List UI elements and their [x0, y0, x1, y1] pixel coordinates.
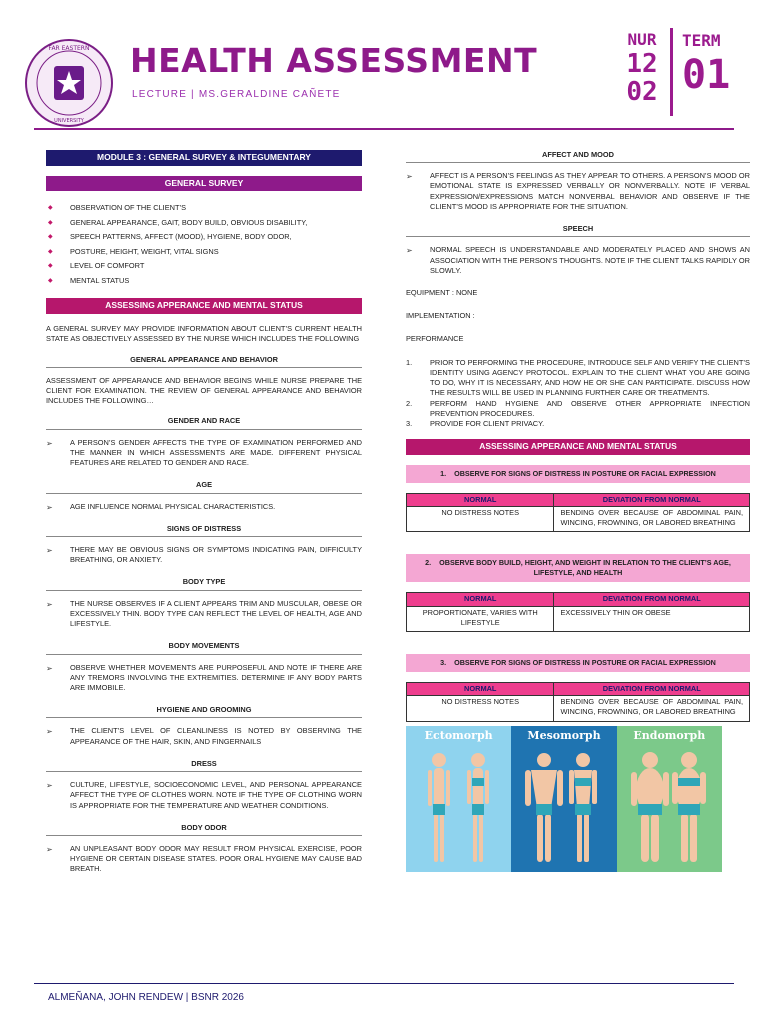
section-heading: HYGIENE AND GROOMING	[46, 705, 362, 718]
observation-title: OBSERVE BODY BUILD, HEIGHT, AND WEIGHT IN RELATION TO THE CLIENT’S AGE, LIFESTYLE, AND HEALTH	[439, 558, 731, 578]
column-header-deviation: DEVIATION FROM NORMAL	[554, 682, 750, 695]
step-number: 2.	[406, 398, 413, 408]
section-heading: AGE	[46, 480, 362, 493]
course-code: NUR	[627, 30, 657, 49]
table-row	[407, 507, 750, 532]
arrow-item: ➢ THE CLIENT’S LEVEL OF CLEANLINESS IS NOTED BY OBSERVING THE APPEARANCE OF THE HAIR, SKIN, AND FINGERNAILS	[46, 726, 362, 746]
step-text: PRIOR TO PERFORMING THE PROCEDURE, INTRODUCE SELF AND VERIFY THE CLIENT’S IDENTITY USING AGENCY PROTOCOL. EXPLAIN TO THE CLIENT WHAT YOU ARE GOING TO DO, WHY IT IS NECESSARY, AND HOW HE OR SHE CAN PARTICIPATE. DISCUSS HOW THE RESULTS WILL BE USED IN PLANNING FURTHER CARE OR TREATMENTS.	[430, 357, 750, 398]
procedure-steps	[406, 358, 750, 430]
arrow-item: ➢ THE NURSE OBSERVES IF A CLIENT APPEARS TRIM AND MUSCULAR, OBESE OR EXCESSIVELY THIN. BODY TYPE CAN REFLECT THE LEVEL OF HEALTH, AGE AND LIFESTYLE.	[46, 599, 362, 630]
assessing-bar-right: ASSESSING APPERANCE AND MENTAL STATUS	[406, 439, 750, 455]
step-number: 3.	[406, 418, 413, 428]
assessing-bar-left: ASSESSING APPERANCE AND MENTAL STATUS	[46, 298, 362, 314]
term-label: TERM	[682, 31, 721, 50]
section-heading: BODY TYPE	[46, 577, 362, 590]
arrow-item: ➢ AFFECT IS A PERSON’S FEELINGS AS THEY APPEAR TO OTHERS. A PERSON’S MOOD OR EMOTIONAL STATE IS EXPRESSED VERBALLY OR NONVERBALLY. NOTE IF VERBAL EXPRESSION/EXPRESSIONS MATCH NONVERBAL BEHAVIOR AND OBSERVE IF THE CLIENT’S MOOD IS APPROPRIATE FOR THE SITUATION.	[406, 171, 750, 212]
list-item: ◆ OBSERVATION OF THE CLIENT’S	[46, 201, 362, 216]
list-item: ◆ POSTURE, HEIGHT, WEIGHT, VITAL SIGNS	[46, 245, 362, 260]
performance-line: PERFORMANCE	[406, 334, 464, 344]
deviation-cell: BENDING OVER BECAUSE OF ABDOMINAL PAIN, WINCING, FROWNING, OR LABORED BREATHING	[554, 507, 750, 532]
arrow-item: ➢ NORMAL SPEECH IS UNDERSTANDABLE AND MODERATELY PLACED AND SHOWS AN ASSOCIATION WITH THE PERSON’S THOUGHTS. NOTE IF THE CLIENT TALKS RAPIDLY OR SLOWLY.	[406, 245, 750, 276]
column-header-normal: NORMAL	[407, 593, 554, 606]
normal-cell: PROPORTIONATE, VARIES WITH LIFESTYLE	[407, 606, 554, 631]
term-number: 01	[682, 52, 731, 98]
implementation-line: IMPLEMENTATION :	[406, 311, 475, 321]
normal-cell: NO DISTRESS NOTES	[407, 507, 554, 532]
arrow-item: ➢ CULTURE, LIFESTYLE, SOCIOECONOMIC LEVEL, AND PERSONAL APPEARANCE AFFECT THE TYPE OF CLOTHES WORN. NOTE IF THE TYPE OF CLOTHING WORN IS APPROPRIATE FOR THE TEMPERATURE AND WEATHER CONDITIONS.	[46, 780, 362, 811]
column-header-deviation: DEVIATION FROM NORMAL	[554, 493, 750, 506]
body-type-ectomorph	[406, 726, 511, 872]
column-header-normal: NORMAL	[407, 682, 554, 695]
column-header-normal: NORMAL	[407, 493, 554, 506]
term-block	[682, 30, 730, 98]
university-seal-logo	[24, 38, 114, 128]
arrow-item: ➢ A PERSON’S GENDER AFFECTS THE TYPE OF EXAMINATION PERFORMED AND THE MANNER IN WHICH ASSESSMENTS ARE MADE. DIFFERENT PHYSICAL FEATURES ARE RELATED TO GENDER AND RACE.	[46, 438, 362, 469]
course-number-bottom: 02	[626, 77, 658, 107]
deviation-table	[406, 493, 750, 533]
course-code-block	[624, 30, 660, 106]
section-heading: BODY ODOR	[46, 823, 362, 836]
header-divider	[670, 28, 673, 116]
table-header-row	[407, 493, 750, 506]
observation-number: 1.	[440, 468, 447, 478]
observation-heading	[406, 465, 750, 483]
right-column	[406, 150, 750, 872]
body-type-label: Endomorph	[633, 728, 706, 742]
body-type-mesomorph	[511, 726, 616, 872]
deviation-table	[406, 682, 750, 722]
observation-heading	[406, 554, 750, 582]
list-item	[406, 419, 750, 429]
course-number-top: 12	[626, 49, 658, 79]
body-type-label: Mesomorph	[527, 728, 601, 742]
observation-title: OBSERVE FOR SIGNS OF DISTRESS IN POSTURE OR FACIAL EXPRESSION	[454, 468, 716, 478]
footer-rule	[34, 983, 734, 984]
page-header	[0, 0, 768, 132]
table-header-row	[407, 682, 750, 695]
observation-title: OBSERVE FOR SIGNS OF DISTRESS IN POSTURE OR FACIAL EXPRESSION	[454, 658, 716, 667]
column-header-deviation: DEVIATION FROM NORMAL	[554, 593, 750, 606]
list-item: ◆ MENTAL STATUS	[46, 274, 362, 289]
list-item	[406, 358, 750, 399]
arrow-item: ➢ THERE MAY BE OBVIOUS SIGNS OR SYMPTOMS INDICATING PAIN, DIFFICULTY BREATHING, OR ANXIETY.	[46, 545, 362, 565]
body-type-endomorph	[617, 726, 722, 872]
arrow-item: ➢ AGE INFLUENCE NORMAL PHYSICAL CHARACTERISTICS.	[46, 502, 362, 512]
deviation-cell: BENDING OVER BECAUSE OF ABDOMINAL PAIN, WINCING, FROWNING, OR LABORED BREATHING	[554, 696, 750, 721]
general-survey-bar: GENERAL SURVEY	[46, 176, 362, 192]
deviation-cell: EXCESSIVELY THIN OR OBESE	[554, 606, 750, 631]
module-title-bar: MODULE 3 : GENERAL SURVEY & INTEGUMENTARY	[46, 150, 362, 166]
step-number: 1.	[406, 357, 413, 367]
body-type-label: Ectomorph	[424, 728, 493, 742]
list-item: ◆ GENERAL APPEARANCE, GAIT, BODY BUILD, OBVIOUS DISABILITY,	[46, 216, 362, 231]
header-rule	[34, 128, 734, 130]
observation-heading	[406, 654, 750, 672]
lecture-subtitle: LECTURE | MS.GERALDINE CAÑETE	[132, 89, 341, 100]
normal-cell: NO DISTRESS NOTES	[407, 696, 554, 721]
section-heading: AFFECT AND MOOD	[406, 150, 750, 163]
body-types-illustration	[406, 726, 722, 872]
mesomorph-figures-illustration	[511, 746, 616, 872]
section-paragraph: ASSESSMENT OF APPEARANCE AND BEHAVIOR BEGINS WHILE NURSE PREPARE THE CLIENT FOR EXAMINATION. THE REVIEW OF GENERAL APPEARANCE AND BEHAVIOR INCLUDES THE FOLLOWING…	[46, 375, 362, 406]
table-row	[407, 696, 750, 721]
section-heading: SPEECH	[406, 224, 750, 237]
table-row	[407, 606, 750, 631]
left-column	[46, 150, 362, 887]
section-heading: SIGNS OF DISTRESS	[46, 524, 362, 537]
equipment-line: EQUIPMENT : NONE	[406, 287, 478, 297]
survey-list	[46, 201, 362, 288]
section-heading: BODY MOVEMENTS	[46, 641, 362, 654]
step-text: PROVIDE FOR CLIENT PRIVACY.	[430, 418, 545, 428]
section-heading: GENERAL APPEARANCE AND BEHAVIOR	[46, 355, 362, 368]
list-item: ◆ SPEECH PATTERNS, AFFECT (MOOD), HYGIENE, BODY ODOR,	[46, 230, 362, 245]
arrow-item: ➢ AN UNPLEASANT BODY ODOR MAY RESULT FROM PHYSICAL EXERCISE, POOR HYGIENE OR CERTAIN DISEASE STATES. POOR ORAL HYGIENE MAY CAUSE BAD BREATH.	[46, 844, 362, 875]
table-header-row	[407, 593, 750, 606]
observation-number: 3.	[440, 658, 447, 667]
step-text: PERFORM HAND HYGIENE AND OBSERVE OTHER APPROPRIATE INFECTION PREVENTION PROCEDURES.	[430, 398, 750, 418]
list-item	[406, 399, 750, 419]
svg-text:UNIVERSITY: UNIVERSITY	[54, 118, 84, 124]
footer-author: ALMEÑANA, JOHN RENDEW | BSNR 2026	[48, 992, 244, 1003]
deviation-table	[406, 592, 750, 632]
list-item: ◆ LEVEL OF COMFORT	[46, 259, 362, 274]
section-heading: DRESS	[46, 759, 362, 772]
arrow-item: ➢ OBSERVE WHETHER MOVEMENTS ARE PURPOSEFUL AND NOTE IF THERE ARE ANY TREMORS INVOLVING THE EXTREMITIES. DETERMINE IF ANY BODY PARTS ARE IMMOBILE.	[46, 663, 362, 694]
intro-paragraph: A GENERAL SURVEY MAY PROVIDE INFORMATION ABOUT CLIENT’S CURRENT HEALTH STATE AS OBJECTIVELY ASSESSED BY THE NURSE WHICH INCLUDES THE FOLLOWING	[46, 324, 362, 344]
section-heading: GENDER AND RACE	[46, 416, 362, 429]
ectomorph-figures-illustration	[406, 746, 511, 872]
page-title: HEALTH ASSESSMENT	[130, 41, 538, 80]
observation-number: 2.	[425, 558, 432, 568]
endomorph-figures-illustration	[617, 746, 722, 872]
svg-text:FAR EASTERN: FAR EASTERN	[48, 45, 90, 52]
